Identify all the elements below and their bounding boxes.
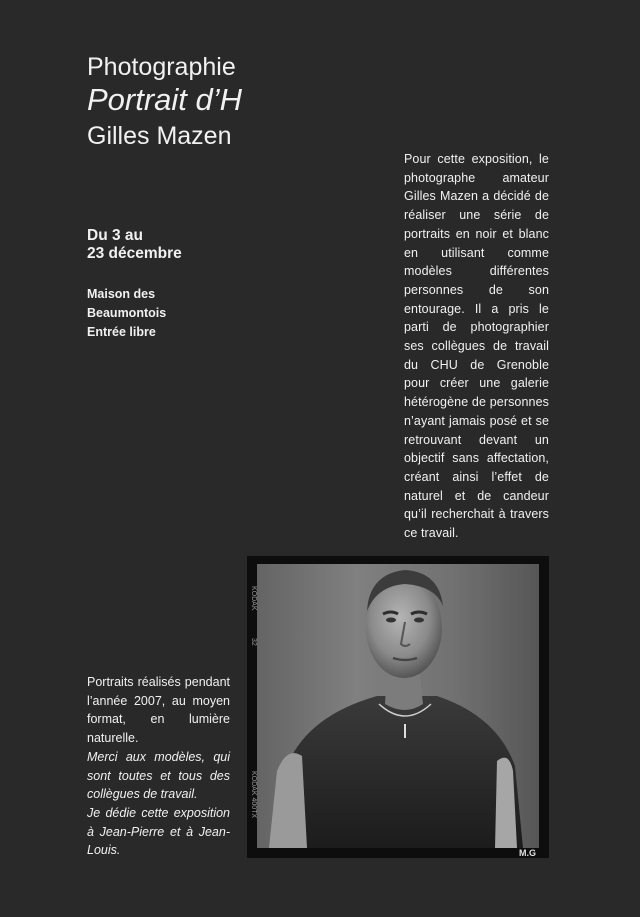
exhibition-notes bbox=[87, 673, 230, 860]
photographer-signature: M.G bbox=[519, 848, 536, 858]
film-edge-top: KODAK bbox=[250, 586, 257, 611]
exhibition-dates bbox=[87, 227, 182, 263]
notes-technique: Portraits réalisés pendant l’année 2007, au moyen format, en lumière naturelle. bbox=[87, 675, 230, 746]
artist-name: Gilles Mazen bbox=[87, 122, 232, 150]
venue-line-2: Beaumontois bbox=[87, 306, 167, 320]
exhibition-description: Pour cette exposition, le photographe amateur Gilles Mazen a décidé de réaliser une série de portraits en noir et blanc en utilisant comme modèles différentes personnes de son entourage. Il a pris le parti de photographier ses collègues de travail du CHU de Grenoble pour créer une galerie hétérogène de personnes n’ayant jamais posé et se retrouvant devant un objectif sans affectation, créant ainsi l’effet de naturel et de candeur qu’il recherchait à travers ce travail. bbox=[404, 152, 549, 541]
dates-line-1: Du 3 au bbox=[87, 227, 143, 244]
title-portrait: Portrait d’H bbox=[87, 82, 243, 117]
exhibition-title bbox=[87, 52, 242, 152]
dates-line-2: 23 décembre bbox=[87, 245, 182, 262]
film-edge-bottom: KODAK 400TX bbox=[250, 771, 257, 819]
venue-line-1: Maison des bbox=[87, 287, 156, 301]
admission-info: Entrée libre bbox=[87, 325, 156, 339]
notes-dedication: Je dédie cette exposition à Jean-Pierre et à Jean-Louis. bbox=[87, 805, 230, 858]
film-number: 32 bbox=[250, 638, 257, 646]
notes-thanks: Merci aux modèles, qui sont toutes et tous des collègues de travail. bbox=[87, 749, 230, 802]
venue-info bbox=[87, 285, 166, 342]
portrait-photograph bbox=[247, 556, 549, 858]
title-photographie: Photographie bbox=[87, 53, 236, 81]
